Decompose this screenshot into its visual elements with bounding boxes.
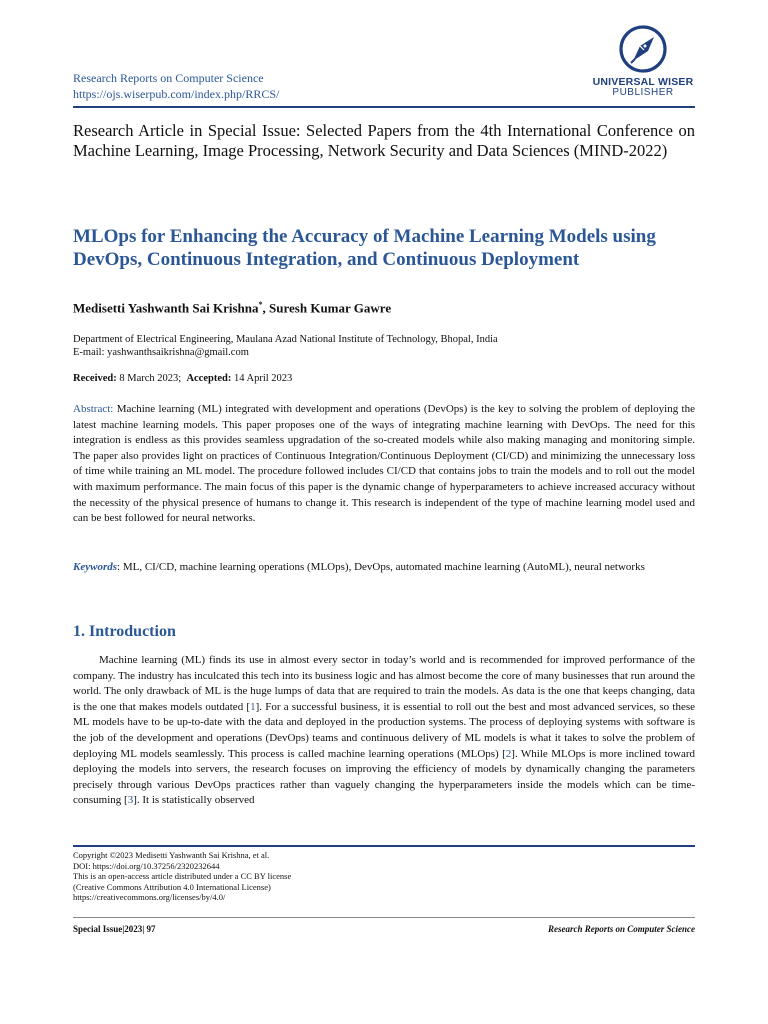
keywords <box>73 560 695 576</box>
special-issue-line: Research Article in Special Issue: Selected Papers from the 4th International Conference on Machine Learning, Image Processing, Network Security and Data Sciences (MIND-2022) <box>73 121 695 160</box>
license-line-2: (Creative Commons Attribution 4.0 International License) <box>73 881 271 892</box>
intro-text-1: Machine learning (ML) finds its use in almost every sector in today’s world and is recommended for improved performance of the company. The industry has inculcated this tech into its business logic and has almost become the core of many businesses that run around the world. The only drawback of ML is the huge lumps of data that are required to train the models. As data is the one that keeps changing, data is the one that makes models outdated [ <box>73 654 695 713</box>
citation-link-1[interactable]: 1 <box>250 700 256 713</box>
keywords-colon: : <box>117 561 121 573</box>
publisher-name: UNIVERSAL WISER <box>592 76 694 88</box>
citation-link-2[interactable]: 2 <box>505 747 512 760</box>
journal-name: Research Reports on Computer Science <box>73 71 264 85</box>
affiliation-email[interactable]: E-mail: yashwanthsaikrishna@gmail.com <box>73 347 249 358</box>
author-rest: , Suresh Kumar Gawre <box>262 300 392 316</box>
accepted-label: Accepted: <box>186 373 232 384</box>
pen-nib-icon <box>618 24 668 74</box>
accepted-date: 14 April 2023 <box>233 373 293 384</box>
abstract-text: Machine learning (ML) integrated with development and operations (DevOps) is the key to solving the problem of deploying the latest machine learning models. This paper proposes one of the ways of integrating machine learning with DevOps. The need for this integration is endless as this provides seamless upgradation of the so-created models while also making managing and monitoring simple. The paper also provides light on practices of Continuous Integration/Continuous Deployment (CI/CD) and minimizing the unnecessary loss of time while training an ML model. The procedure followed includes CI/CD that contains jobs to train the models and to roll out the model with maximum performance. The main focus of this paper is the dynamic change of hyperparameters to achieve increased accuracy without the necessity of the physical presence of humans to change it. This research is independent of the type of machine learning model used and can be best followed for neural networks. <box>73 403 695 525</box>
page-footer-rule <box>73 917 695 918</box>
license-line-1: This is an open-access article distributed under a CC BY license <box>73 871 292 881</box>
page-number: Special Issue|2023| 97 <box>73 924 156 934</box>
journal-header <box>73 70 279 102</box>
journal-url-link[interactable]: https://ojs.wiserpub.com/index.php/RRCS/ <box>73 87 280 101</box>
intro-text-4: ]. It is statistically observed <box>133 794 255 807</box>
doi-link[interactable]: DOI: https://doi.org/10.37256/2320232644 <box>73 860 220 871</box>
copyright-block <box>73 850 291 903</box>
paper-page <box>73 0 695 1024</box>
header-rule <box>73 106 695 108</box>
affiliation <box>73 333 498 359</box>
corresponding-mark: * <box>258 300 263 309</box>
article-title: MLOps for Enhancing the Accuracy of Machine Learning Models using DevOps, Continuous Integration, and Continuous Deployment <box>73 226 656 270</box>
citation-link-3[interactable]: 3 <box>127 794 134 807</box>
introduction-paragraph <box>73 653 695 809</box>
received-date: 8 March 2023; <box>119 373 182 384</box>
footer-journal-name: Research Reports on Computer Science <box>547 924 695 934</box>
author-list <box>73 300 391 316</box>
intro-text-2: ]. For a successful business, it is essential to roll out the best and most advanced services, so these ML models have to be up-to-date with the data and deployed in the production systems. The process of deploying systems with software is the job of the development and operations (DevOps) teams and continuous delivery of ML models is what it takes to solve the problem of deploying ML models seamlessly. This process is called machine learning operations (MLOps) [ <box>73 700 695 760</box>
section-heading-introduction: 1. Introduction <box>73 623 176 640</box>
abstract <box>73 402 695 527</box>
publisher-sub: PUBLISHER <box>612 87 674 98</box>
affiliation-department: Department of Electrical Engineering, Maulana Azad National Institute of Technology, Bhopal, India <box>73 334 498 345</box>
intro-text-3: ]. While MLOps is more inclined toward deploying the models into servers, the research focuses on improving the efficiency of models by dynamically changing the parameters precisely through various DevOps practices rather than vaguely changing the hyperparameters inside the models which can be time-consuming [ <box>73 747 695 807</box>
publisher-logo <box>588 24 698 98</box>
article-dates <box>73 373 292 384</box>
received-label: Received: <box>73 373 117 384</box>
copyright-line: Copyright ©2023 Medisetti Yashwanth Sai Krishna, et al. <box>73 850 270 860</box>
footer-rule <box>73 845 695 847</box>
license-url-link[interactable]: https://creativecommons.org/licenses/by/4.0/ <box>73 892 226 902</box>
abstract-label: Abstract: <box>73 403 114 415</box>
author-first: Medisetti Yashwanth Sai Krishna <box>73 300 259 316</box>
keywords-label: Keywords <box>73 561 117 573</box>
keywords-text: ML, CI/CD, machine learning operations (MLOps), DevOps, automated machine learning (AutoML), neural networks <box>122 561 645 573</box>
